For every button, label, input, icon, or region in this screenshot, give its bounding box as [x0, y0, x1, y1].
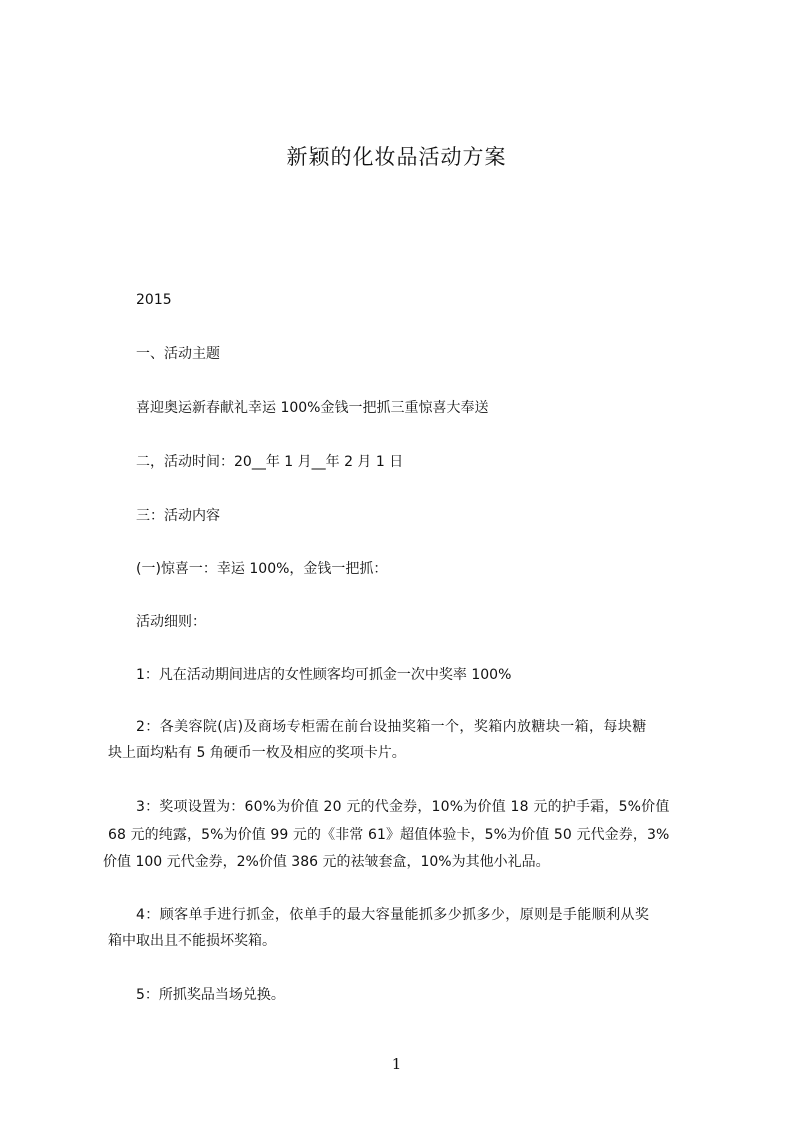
rule-4-line-2: 箱中取出且不能损坏奖箱。	[108, 933, 276, 949]
page-number: 1	[391, 1055, 402, 1073]
rule-5: 5：所抓奖品当场兑换。	[136, 987, 285, 1003]
rule-2-line-1: 2：各美容院(店)及商场专柜需在前台设抽奖箱一个，奖箱内放糖块一箱，每块糖	[136, 719, 647, 735]
section-heading-content: 三：活动内容	[136, 508, 220, 524]
rule-3-line-1: 3：奖项设置为：60%为价值 20 元的代金券，10%为价值 18 元的护手霜，5%价值	[136, 799, 670, 815]
rule-4-line-1: 4：顾客单手进行抓金，依单手的最大容量能抓多少抓多少，原则是手能顺利从奖	[136, 907, 650, 923]
rule-1: 1：凡在活动期间进店的女性顾客均可抓金一次中奖率 100%	[136, 667, 512, 683]
page-title: 新颖的化妆品活动方案	[286, 145, 507, 169]
subsection-heading-surprise-one: (一)惊喜一：幸运 100%，金钱一把抓：	[136, 561, 388, 577]
theme-text: 喜迎奥运新春献礼幸运 100%金钱一把抓三重惊喜大奉送	[136, 400, 489, 416]
rule-2-line-2: 块上面均粘有 5 角硬币一枚及相应的奖项卡片。	[108, 745, 406, 761]
section-heading-time: 二，活动时间：20__年 1 月__年 2 月 1 日	[136, 454, 404, 470]
rule-3-line-3: 价值 100 元代金券，2%价值 386 元的祛皱套盒，10%为其他小礼品。	[103, 854, 550, 870]
year-line: 2015	[136, 292, 172, 308]
rules-heading: 活动细则：	[136, 614, 206, 630]
section-heading-theme: 一、活动主题	[136, 346, 220, 362]
rule-3-line-2: 68 元的纯露，5%为价值 99 元的《非常 61》超值体验卡，5%为价值 50 元代金券，3%	[108, 827, 670, 843]
